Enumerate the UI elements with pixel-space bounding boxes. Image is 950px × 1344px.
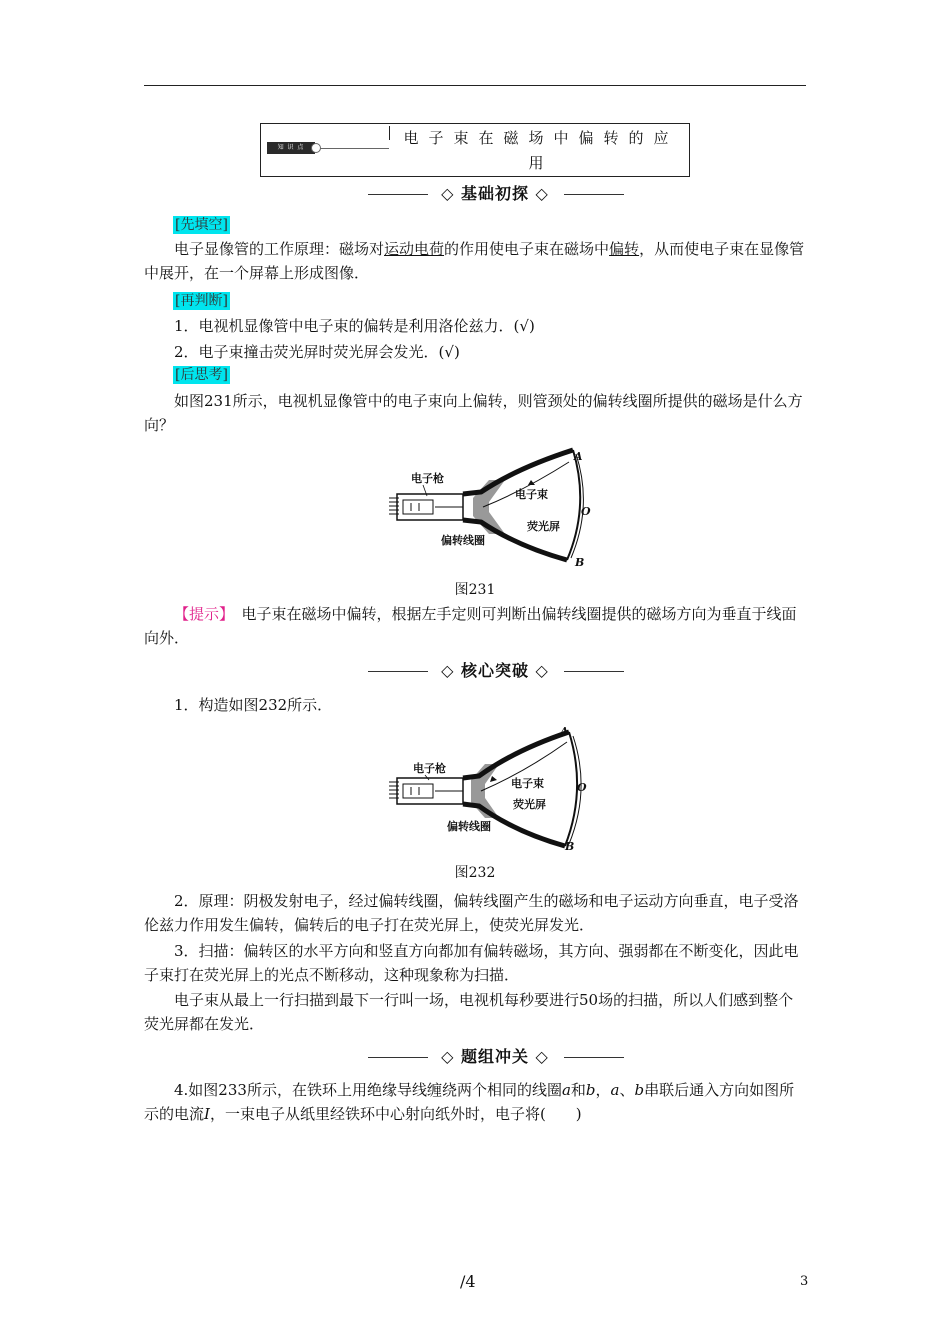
core-item-1: 1．构造如图232所示． (174, 696, 333, 714)
fill-paragraph: 电子显像管的工作原理：磁场对运动电荷的作用使电子束在磁场中偏转，从而使电子束在显像管中展开，在一个屏幕上形成图像． (144, 240, 805, 282)
figure-231-caption: 图231 (454, 582, 496, 598)
box-divider (389, 126, 390, 140)
section-heading-group-text: ◇ 题组冲关 ◇ (441, 1047, 549, 1066)
screen-arc (567, 450, 580, 560)
fig1-label-a: A (574, 450, 583, 463)
tag-circle-icon (311, 143, 321, 153)
fig1-label-screen: 荧光屏 (527, 520, 560, 533)
core-item-4: 电子束从最上一行扫描到最下一行叫一场，电视机每秒要进行50场的扫描，所以人们感到整个荧光屏都在发光． (144, 991, 794, 1033)
tag-rule (313, 148, 389, 149)
beam-arrow-icon-2 (490, 776, 497, 782)
fig1-label-coil: 偏转线圈 (441, 534, 485, 547)
hint-label: 【提示】 (174, 605, 227, 623)
section-heading-core (360, 660, 630, 682)
label-think: [后思考] (175, 367, 228, 383)
section-heading-basic-text: ◇ 基础初探 ◇ (441, 184, 549, 203)
figure-232-caption: 图232 (454, 865, 496, 881)
fig1-label-beam: 电子束 (515, 488, 548, 501)
judge-item-2: 2．电子束撞击荧光屏时荧光屏会发光．(√) (174, 343, 460, 361)
gun-electrode (403, 500, 433, 514)
core-item-3: 3．扫描：偏转区的水平方向和竖直方向都加有偏转磁场，其方向、强弱都在不断变化，因此电子束打在荧光屏上的光点不断移动，这种现象称为扫描． (144, 942, 799, 984)
section-heading-basic (360, 183, 630, 205)
knowledge-point-tag (267, 142, 391, 156)
footer-page-total: /4 (460, 1272, 476, 1291)
label-judge: [再判断] (175, 293, 228, 309)
knowledge-point-title: 电子束在磁场中偏转的应用 (403, 129, 679, 172)
fig1-label-b: B (575, 556, 585, 569)
knowledge-point-tag-label: 知 识 点 (267, 142, 315, 154)
crt-figure-231 (385, 440, 600, 575)
fig1-label-o: O (581, 505, 591, 518)
section-heading-core-text: ◇ 核心突破 ◇ (441, 661, 549, 680)
fig2-label-beam: 电子束 (511, 777, 544, 790)
knowledge-point-box (260, 123, 690, 177)
hint-paragraph: 【提示】 电子束在磁场中偏转，根据左手定则可判断出偏转线圈提供的磁场方向为垂直于线面向外． (144, 605, 797, 647)
fig2-label-a: A (560, 725, 569, 738)
label-fill-blank: [先填空] (175, 217, 228, 233)
fig1-label-gun: 电子枪 (411, 472, 444, 485)
blank-answer-2: 偏转 (609, 240, 640, 258)
section-heading-group (360, 1046, 630, 1068)
think-question: 如图231所示，电视机显像管中的电子束向上偏转，则管颈处的偏转线圈所提供的磁场是什么方向？ (144, 392, 803, 434)
fig2-label-b: B (565, 840, 575, 853)
fig2-label-o: O (577, 781, 587, 794)
fig2-label-screen: 荧光屏 (513, 798, 546, 811)
crt-figure-232 (385, 724, 600, 859)
core-item-2: 2．原理：阴极发射电子，经过偏转线圈，偏转线圈产生的磁场和电子运动方向垂直，电子受洛伦兹力作用发生偏转，偏转后的电子打在荧光屏上，使荧光屏发光． (144, 892, 799, 934)
question-4: 4.如图233所示，在铁环上用绝缘导线缠绕两个相同的线圈a和b，a、b串联后通入方向如图所示的电流I，一束电子从纸里经铁环中心射向纸外时，电子将( ) (144, 1081, 795, 1123)
footer-page-number: 3 (800, 1274, 809, 1289)
judge-item-1: 1．电视机显像管中电子束的偏转是利用洛伦兹力．(√) (174, 317, 535, 335)
blank-answer-1: 运动电荷 (384, 240, 445, 258)
screen-arc-2 (565, 732, 577, 846)
fig2-label-gun: 电子枪 (413, 762, 446, 775)
fig2-label-coil: 偏转线圈 (447, 820, 491, 833)
header-rule (144, 85, 806, 86)
